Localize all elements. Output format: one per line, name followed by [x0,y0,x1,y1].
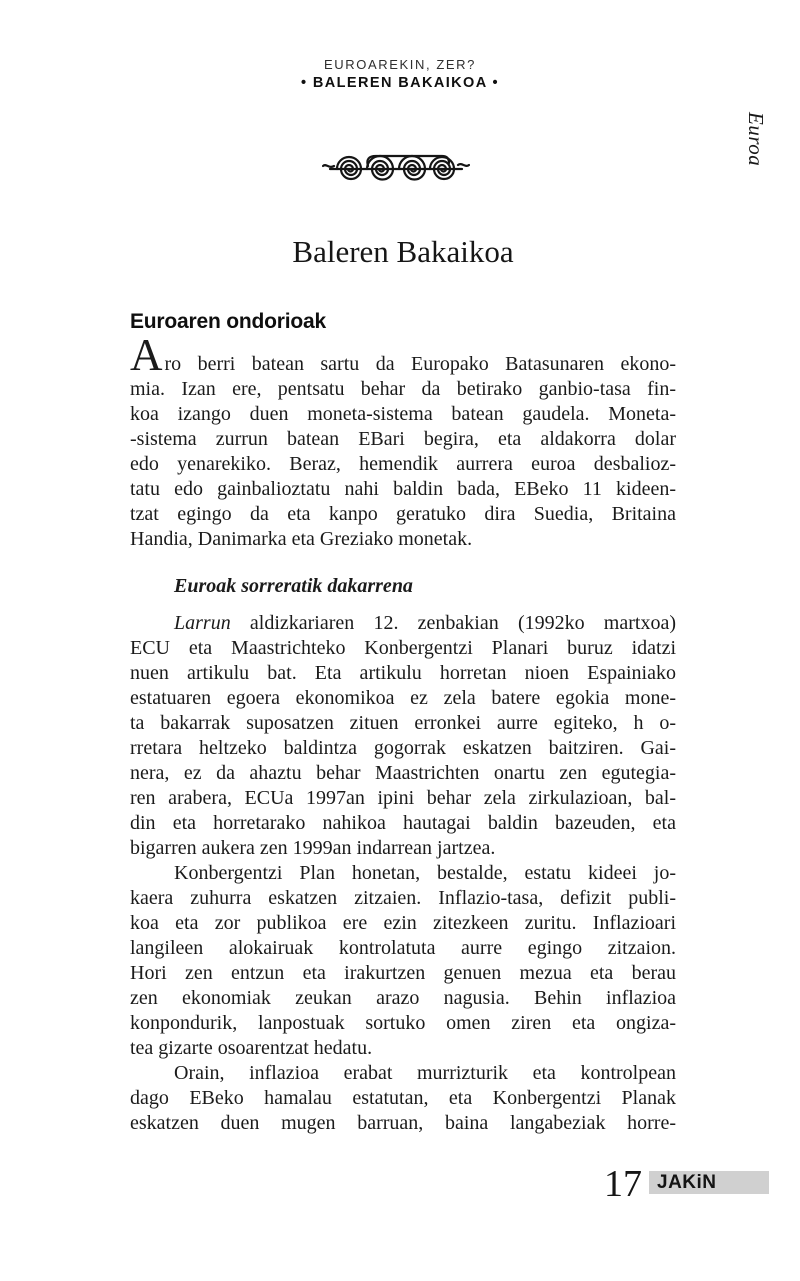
text-line: ECU eta Maastrichteko Konbergentzi Planari buruz idatzi [130,637,676,659]
section-heading: Euroaren ondorioak [130,310,326,333]
text-line: tatu edo gainbalioztatu nahi baldin bada, EBeko 11 kideen- [130,478,676,500]
paragraph-3 [130,861,676,1061]
text-line: nuen artikulu bat. Eta artikulu horretan nioen Espainiako [130,662,676,684]
text-line: ta bakarrak suposatzen zituen erronkei aurre egiteko, h o- [130,712,676,734]
text-line: Konbergentzi Plan honetan, bestalde, estatu kideei jo- [174,862,676,884]
text-line: kaera zuhurra eskatzen zitzaien. Inflazio-tasa, defizit publi- [130,887,676,909]
text-line: din eta horretarako nahikoa hautagai baldin bazeuden, eta [130,812,676,834]
text-line: rretara heltzeko baldintza gogorrak eskatzen baitziren. Gai- [130,737,676,759]
text-line: estatuaren egoera ekonomikoa ez zela batere egokia mone- [130,687,676,709]
text-line: dago EBeko hamalau estatutan, eta Konbergentzi Planak [130,1087,676,1109]
article-title: Baleren Bakaikoa [292,234,514,269]
author-header: • BALEREN BAKAIKOA • [301,75,499,91]
drop-cap: A [130,330,163,380]
journal-badge [649,1171,769,1194]
text-run: aldizkariaren 12. zenbakian (1992ko martxoa) [230,612,676,634]
text-line: Orain, inflazioa erabat murrizturik eta kontrolpean [174,1062,676,1084]
text-line: zen ekonomiak zeukan arazo nagusia. Behin inflazioa [130,987,676,1009]
text-line: mia. Izan ere, pentsatu behar da betirako ganbio-tasa fin- [130,378,676,400]
text-line [130,330,676,380]
journal-name-italic: Larrun [174,612,231,634]
paragraph-lines [130,1086,676,1136]
text-line: nera, ez da ahaztu behar Maastrichten onartu zen egutegia- [130,762,676,784]
text-line: langileen alokairuak kontrolatuta aurre egingo zitzaion. [130,937,676,959]
margin-label: Euroa [744,112,768,167]
subsection-heading: Euroak sorreratik dakarrena [174,575,413,597]
body-text-column [130,330,676,1136]
paragraph-lines [130,886,676,1061]
page-number: 17 [604,1163,642,1205]
text-line: edo yenarekiko. Beraz, hemendik aurrera euroa desbalioz- [130,453,676,475]
text-line: tzat egingo da eta kanpo geratuko dira Suedia, Britaina [130,503,676,525]
text-line: eskatzen duen mugen barruan, baina langabeziak horre- [130,1112,676,1134]
paragraph-2 [130,611,676,861]
text-line: -sistema zurrun batean EBari begira, eta aldakorra dolar [130,428,676,450]
text-line: konpondurik, lanpostuak sortuko omen ziren eta ongiza- [130,1012,676,1034]
text-line: koa izango duen moneta-sistema batean gaudela. Moneta- [130,403,676,425]
series-title: EUROAREKIN, ZER? [323,57,476,72]
text-run: ro berri batean sartu da Europako Batasunaren ekono- [164,353,676,375]
text-line: tea gizarte osoarentzat hedatu. [130,1037,373,1059]
page-header [0,57,800,91]
text-line: ren arabera, ECUa 1997an ipini behar zela zirkulazioan, bal- [130,787,676,809]
text-line: Hori zen entzun eta irakurtzen genuen mezua eta berau [130,962,676,984]
paragraph-4 [130,1061,676,1136]
text-line: bigarren aukera zen 1999an indarrean jartzea. [130,837,496,859]
text-line: Handia, Danimarka eta Greziako monetak. [130,528,473,550]
paragraph-lines [130,636,676,861]
spiral-divider-icon [322,152,470,191]
paragraph-lines [130,377,676,552]
text-line [130,611,676,636]
paragraph-1 [130,330,676,552]
text-line: koa eta zor publikoa ere ezin zitezkeen zuritu. Inflazioari [130,912,676,934]
journal-name: JAKiN [657,1171,717,1193]
